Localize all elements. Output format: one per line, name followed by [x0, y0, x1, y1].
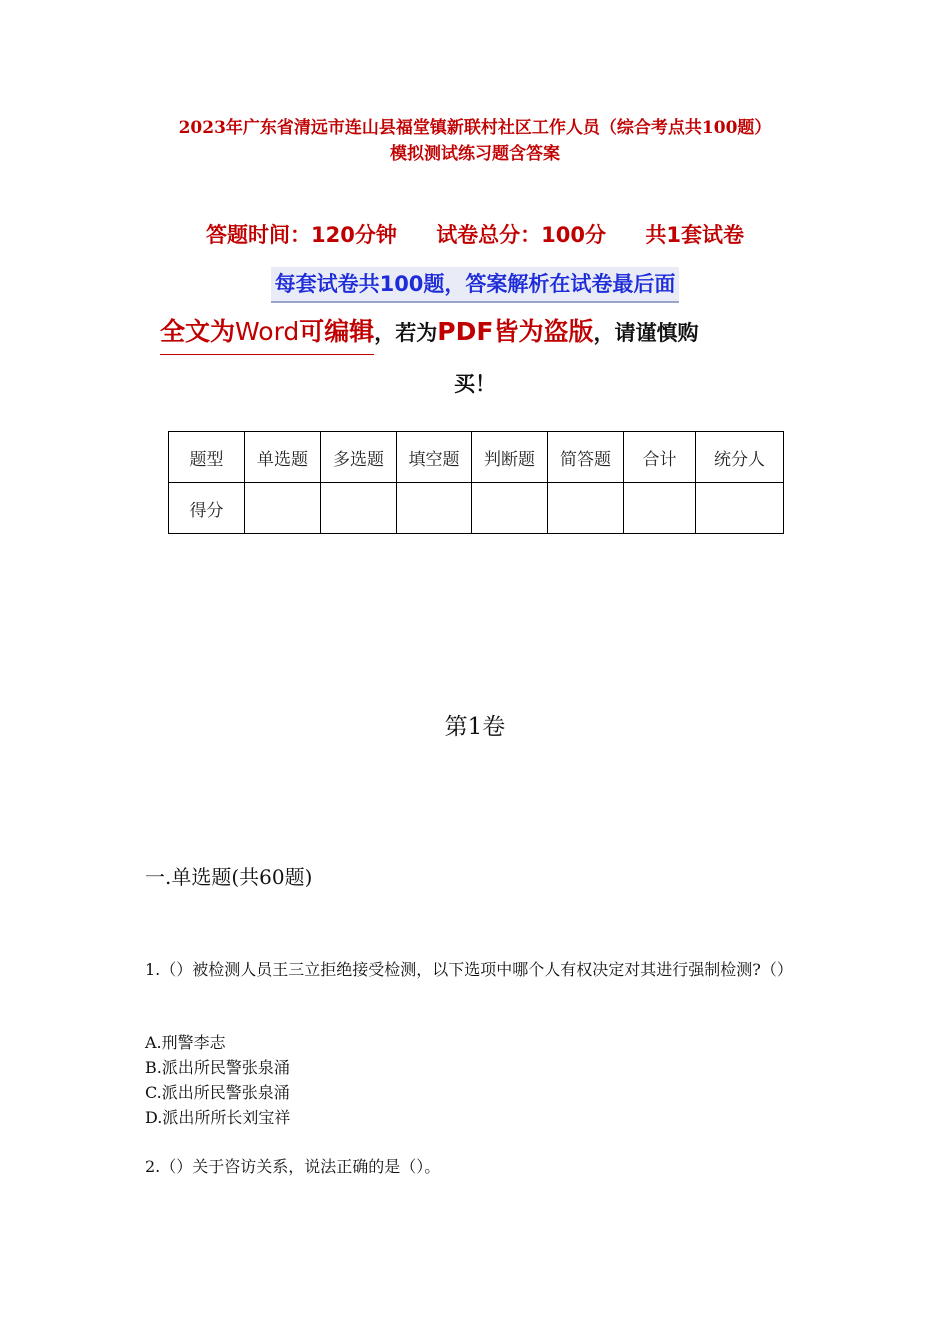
warning-part-1: 全文为: [160, 317, 236, 346]
warning-part-5: 买！: [454, 372, 496, 396]
header-cell-short-answer: 简答题: [548, 432, 624, 483]
question-2-text: 2.（）关于咨访关系，说法正确的是（）。: [145, 1157, 441, 1176]
question-1-option-a: A.刑警李志: [145, 1033, 226, 1052]
answer-notice-row: [100, 267, 850, 303]
score-cell-true-false: [472, 483, 548, 534]
exam-time: 答题时间：120分钟: [206, 223, 397, 247]
header-cell-type: 题型: [169, 432, 245, 483]
score-table: [168, 431, 784, 534]
exam-set-count: 共1套试卷: [645, 223, 744, 247]
question-1-text: 1.（）被检测人员王三立拒绝接受检测，以下选项中哪个人有权决定对其进行强制检测?（）: [145, 960, 793, 979]
volume-heading: 第1卷: [444, 714, 506, 740]
score-table-score-row: [169, 483, 784, 534]
header-cell-multiple-choice: 多选题: [321, 432, 397, 483]
warning-part-3: 若为: [395, 321, 438, 345]
warning-part-4: 请谨慎购: [614, 321, 699, 345]
score-cell-scorer: [696, 483, 784, 534]
exam-info-row: [100, 219, 850, 251]
score-cell-multiple-choice: [321, 483, 397, 534]
header-cell-single-choice: 单选题: [245, 432, 321, 483]
copyright-warning: [160, 312, 800, 355]
header-cell-total: 合计: [624, 432, 696, 483]
question-1-option-b: B.派出所民警张泉涌: [145, 1058, 290, 1077]
warning-word: Word: [235, 317, 300, 346]
score-cell-total: [624, 483, 696, 534]
header-cell-true-false: 判断题: [472, 432, 548, 483]
exam-total-score: 试卷总分：100分: [436, 223, 607, 247]
score-table-header-row: [169, 432, 784, 483]
score-cell-fill-blank: [397, 483, 472, 534]
question-1-option-c: C.派出所民警张泉涌: [145, 1083, 290, 1102]
header-cell-fill-blank: 填空题: [397, 432, 472, 483]
question-1-option-d: D.派出所所长刘宝祥: [145, 1108, 291, 1127]
score-cell-single-choice: [245, 483, 321, 534]
warning-pdf: PDF皆为盗版: [437, 317, 594, 346]
section-heading: 一.单选题(共60题): [145, 865, 313, 889]
document-title-line-2: 模拟测试练习题含答案: [390, 144, 560, 164]
header-cell-scorer: 统分人: [696, 432, 784, 483]
warning-part-2: 可编辑: [299, 317, 375, 346]
editable-word-notice: [160, 313, 374, 355]
score-cell-short-answer: [548, 483, 624, 534]
warning-comma-2: ，: [593, 321, 615, 345]
warning-comma-1: ，: [374, 321, 396, 345]
document-title-line-1: 2023年广东省清远市连山县福堂镇新联村社区工作人员（综合考点共100题）: [178, 118, 772, 138]
answer-notice: 每套试卷共100题，答案解析在试卷最后面: [271, 267, 680, 303]
score-row-label: 得分: [169, 483, 245, 534]
